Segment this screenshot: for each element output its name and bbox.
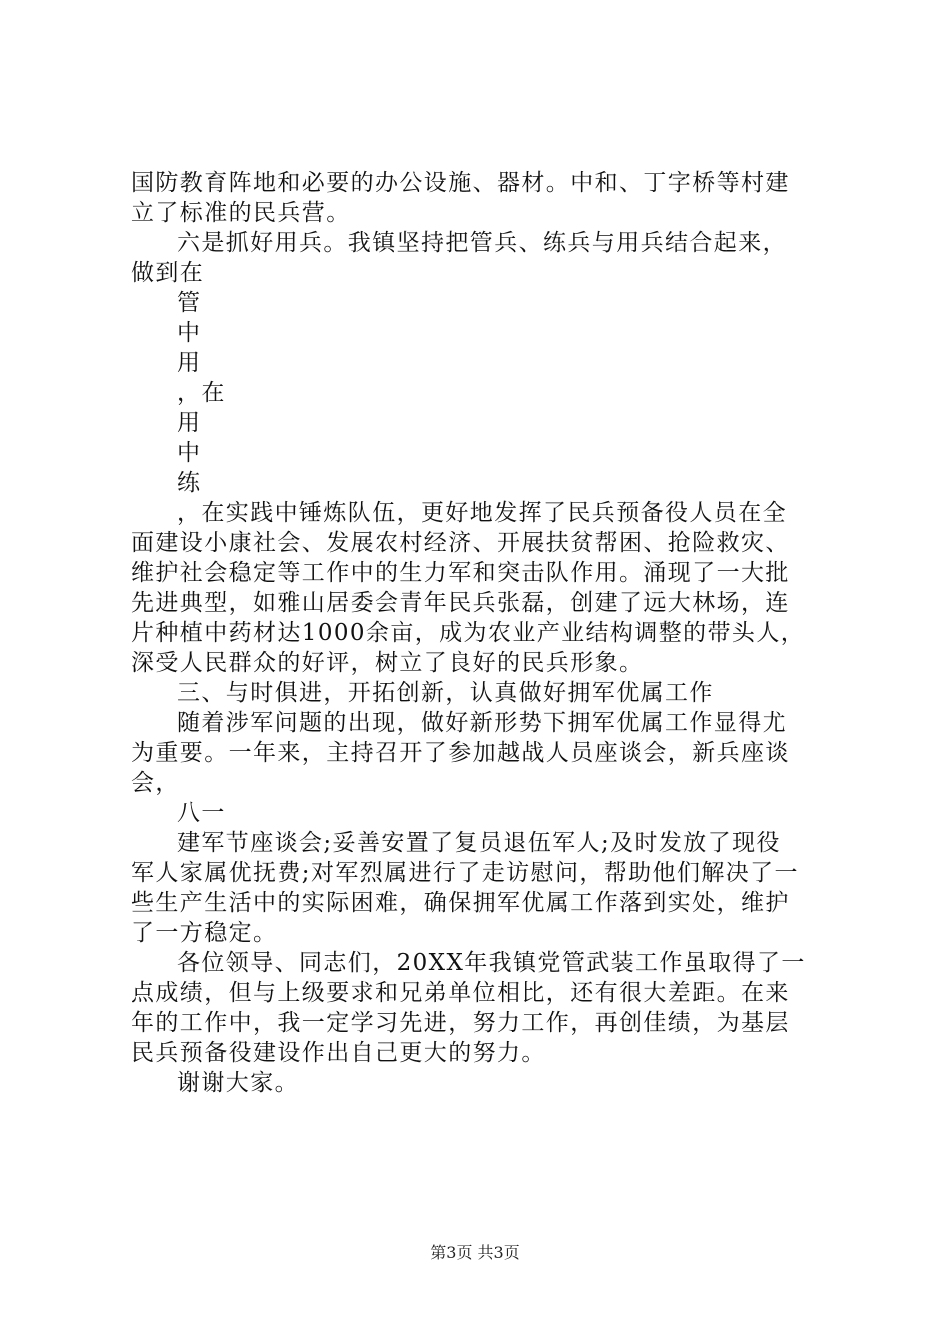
text-line: 谢谢大家。 xyxy=(177,1070,299,1096)
text-line: 立了标准的民兵营。 xyxy=(131,200,351,226)
text-line: 会， xyxy=(131,770,180,796)
text-line: ，在 xyxy=(177,380,226,406)
text-line: 国防教育阵地和必要的办公设施、器材。中和、丁字桥等村建 xyxy=(131,170,790,196)
text-line: 八一 xyxy=(177,800,226,826)
text-line: 随着涉军问题的出现，做好新形势下拥军优属工作显得尤 xyxy=(177,710,787,736)
document-body xyxy=(131,168,831,1098)
text-line: 中 xyxy=(177,440,202,466)
text-line: 面建设小康社会、发展农村经济、开展扶贫帮困、抢险救灾、 xyxy=(131,530,790,556)
text-line: ，在实践中锤炼队伍，更好地发挥了民兵预备役人员在全 xyxy=(177,500,787,526)
text-line: 做到在 xyxy=(131,260,205,286)
text-line: 深受人民群众的好评，树立了良好的民兵形象。 xyxy=(131,650,644,676)
text-line: 了一方稳定。 xyxy=(131,920,278,946)
text-line: 先进典型，如雅山居委会青年民兵张磊，创建了远大林场，连 xyxy=(131,590,790,616)
text-line: 各位领导、同志们，20XX年我镇党管武装工作虽取得了一 xyxy=(177,950,806,976)
text-line: 建军节座谈会;妥善安置了复员退伍军人;及时发放了现役 xyxy=(177,830,781,856)
text-line: 练 xyxy=(177,470,202,496)
text-line: 军人家属优抚费;对军烈属进行了走访慰问，帮助他们解决了一 xyxy=(131,860,799,886)
text-line: 片种植中药材达1000余亩，成为农业产业结构调整的带头人， xyxy=(131,620,806,646)
text-line: 三、与时俱进，开拓创新，认真做好拥军优属工作 xyxy=(177,680,714,706)
text-line: 为重要。一年来，主持召开了参加越战人员座谈会，新兵座谈 xyxy=(131,740,790,766)
text-line: 用 xyxy=(177,350,202,376)
text-line: 点成绩，但与上级要求和兄弟单位相比，还有很大差距。在来 xyxy=(131,980,790,1006)
text-line: 用 xyxy=(177,410,202,436)
text-line: 民兵预备役建设作出自己更大的努力。 xyxy=(131,1040,546,1066)
text-line: 六是抓好用兵。我镇坚持把管兵、练兵与用兵结合起来， xyxy=(177,230,787,256)
text-line: 维护社会稳定等工作中的生力军和突击队作用。涌现了一大批 xyxy=(131,560,790,586)
text-line: 年的工作中，我一定学习先进，努力工作，再创佳绩，为基层 xyxy=(131,1010,790,1036)
text-line: 管 xyxy=(177,290,202,316)
page-footer: 第3页 共3页 xyxy=(430,1243,520,1262)
text-line: 些生产生活中的实际困难，确保拥军优属工作落到实处，维护 xyxy=(131,890,790,916)
text-line: 中 xyxy=(177,320,202,346)
